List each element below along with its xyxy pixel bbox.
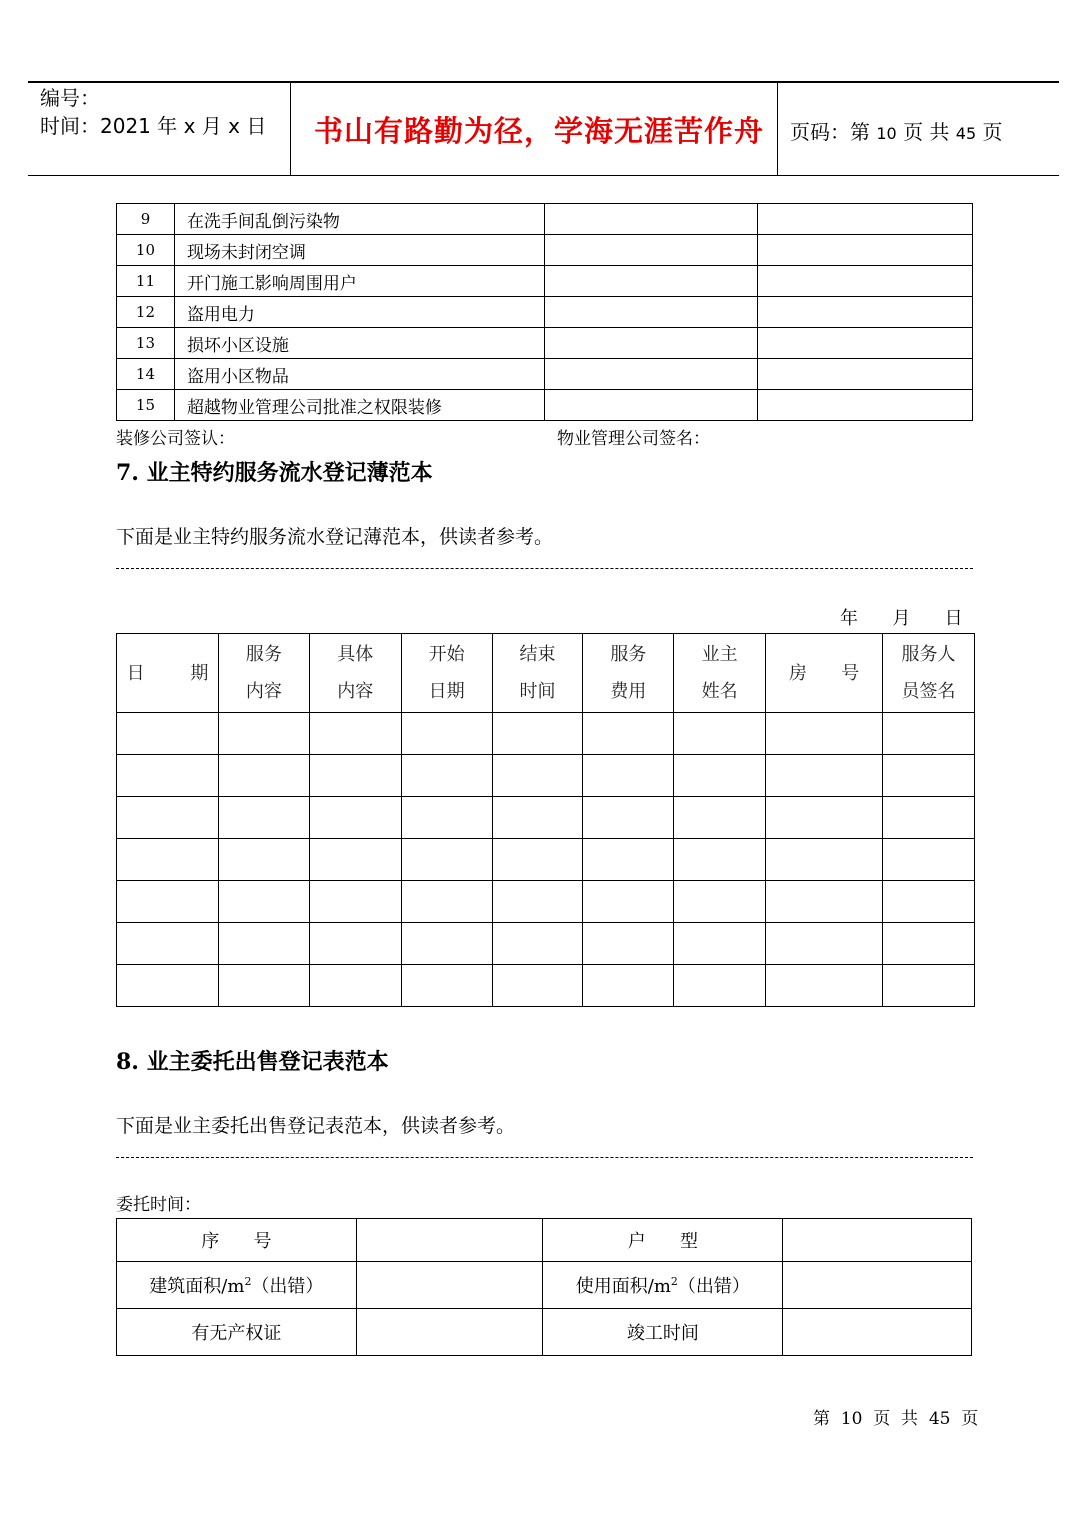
column-header [492,634,583,713]
row-blank [544,359,758,390]
row-item: 盗用电力 [174,297,544,328]
row-item: 超越物业管理公司批准之权限装修 [174,390,544,421]
empty-cell [674,797,766,839]
row-item: 现场未封闭空调 [174,235,544,266]
column-header [674,634,766,713]
table-row [117,881,975,923]
header-top-rule [28,81,1059,83]
empty-cell [309,839,401,881]
row-number: 15 [117,390,175,421]
cell-label: 有无产权证 [117,1309,357,1356]
table-row [117,235,973,266]
cell-label [117,1262,357,1309]
empty-cell [583,881,674,923]
header-line: 服务人 [901,644,956,665]
section7-title: 7. 业主特约服务流水登记薄范本 [116,460,433,486]
service-log-table [116,633,975,1007]
header-line: 服务 [245,644,282,665]
table-row [117,266,973,297]
page-prefix: 页码：第 [790,120,870,144]
cell-label: 竣工时间 [543,1309,783,1356]
page-mid: 页 共 [903,120,950,144]
label-sup: 2 [670,1275,678,1288]
header-divider [777,82,778,175]
empty-cell [218,839,309,881]
table-row [117,204,973,235]
empty-cell [309,797,401,839]
column-header [883,634,975,713]
header-line: 服务 [610,644,647,665]
row-blank [758,390,973,421]
row-number: 10 [117,235,175,266]
table-row [117,297,973,328]
empty-cell [117,965,219,1007]
table-row [117,923,975,965]
code-label: 编号： [40,86,100,110]
header-line: 结束 [519,644,556,665]
empty-cell [309,965,401,1007]
empty-cell [117,797,219,839]
empty-cell [583,839,674,881]
page-suffix: 页 [982,120,1003,144]
page-current: 10 [876,124,897,143]
section8-title: 8. 业主委托出售登记表范本 [116,1049,389,1075]
dashed-divider [116,568,973,569]
date-line: 年 月 日 [840,608,963,629]
empty-cell [117,713,219,755]
label-text: 使用面积/m [575,1276,671,1297]
empty-cell [674,839,766,881]
row-blank [544,235,758,266]
empty-cell [766,881,883,923]
label-text: （出错） [251,1276,324,1297]
empty-cell [883,713,975,755]
empty-cell [218,797,309,839]
row-blank [758,235,973,266]
empty-cell [218,965,309,1007]
empty-cell [583,797,674,839]
empty-cell [883,839,975,881]
row-blank [758,297,973,328]
header-line: 员签名 [901,681,956,702]
empty-cell [674,965,766,1007]
row-blank [758,328,973,359]
empty-cell [401,839,492,881]
empty-cell [492,755,583,797]
empty-cell [117,923,219,965]
empty-cell [117,881,219,923]
label-text: 建筑面积/m [149,1276,245,1297]
empty-cell [766,923,883,965]
table-row [117,390,973,421]
empty-cell [218,755,309,797]
row-blank [544,297,758,328]
table-row [117,797,975,839]
cell-value [356,1262,543,1309]
table-row [117,328,973,359]
column-header [583,634,674,713]
table-row [117,755,975,797]
empty-cell [401,755,492,797]
header-code [40,84,266,140]
label-sup: 2 [244,1275,252,1288]
empty-cell [766,755,883,797]
header-row [117,634,975,713]
empty-cell [883,881,975,923]
table-row [117,965,975,1007]
row-blank [544,266,758,297]
empty-cell [883,797,975,839]
row-number: 14 [117,359,175,390]
header-line: 日 期 [126,662,209,684]
empty-cell [218,881,309,923]
header-line: 日期 [428,681,465,702]
empty-cell [766,713,883,755]
row-number: 9 [117,204,175,235]
empty-cell [117,755,219,797]
header-line: 房 号 [788,662,860,684]
column-header [766,634,883,713]
empty-cell [401,797,492,839]
time-label: 时间：2021 年 x 月 x 日 [40,114,267,138]
header-bottom-rule [28,175,1059,176]
cell-value [783,1309,972,1356]
cell-label [543,1262,783,1309]
empty-cell [766,839,883,881]
cell-value [356,1309,543,1356]
empty-cell [674,881,766,923]
row-number: 11 [117,266,175,297]
property-signature: 物业管理公司签名： [557,429,710,449]
empty-cell [492,881,583,923]
empty-cell [883,923,975,965]
empty-cell [309,881,401,923]
empty-cell [883,965,975,1007]
header-line: 费用 [610,681,647,702]
row-item: 损坏小区设施 [174,328,544,359]
row-number: 13 [117,328,175,359]
row-item: 开门施工影响周围用户 [174,266,544,297]
page-total: 45 [955,124,977,143]
column-header [218,634,309,713]
empty-cell [583,755,674,797]
row-item: 在洗手间乱倒污染物 [174,204,544,235]
row-item: 盗用小区物品 [174,359,544,390]
header-page-number [790,116,1003,145]
cell-value [783,1219,972,1262]
empty-cell [401,923,492,965]
empty-cell [401,965,492,1007]
cell-value [356,1219,543,1262]
empty-cell [218,923,309,965]
label-text: （出错） [677,1276,750,1297]
row-blank [544,204,758,235]
row-blank [544,328,758,359]
empty-cell [674,755,766,797]
empty-cell [492,965,583,1007]
header-line: 时间 [519,681,556,702]
cell-label: 序 号 [117,1219,357,1262]
empty-cell [309,923,401,965]
entrust-time-label: 委托时间： [116,1195,201,1215]
empty-cell [766,797,883,839]
empty-cell [583,713,674,755]
empty-cell [492,923,583,965]
column-header [309,634,401,713]
empty-cell [492,839,583,881]
empty-cell [218,713,309,755]
empty-cell [766,965,883,1007]
header-line: 姓名 [701,681,738,702]
section7-intro: 下面是业主特约服务流水登记薄范本，供读者参考。 [116,526,554,548]
empty-cell [309,713,401,755]
empty-cell [674,923,766,965]
violations-table [116,203,973,421]
column-header [401,634,492,713]
column-header [117,634,219,713]
section8-intro: 下面是业主委托出售登记表范本，供读者参考。 [116,1115,516,1137]
table-row [117,713,975,755]
empty-cell [401,881,492,923]
empty-cell [674,713,766,755]
header-line: 开始 [428,644,465,665]
empty-cell [492,797,583,839]
sale-entrust-table [116,1218,972,1356]
empty-cell [883,755,975,797]
row-blank [758,359,973,390]
empty-cell [583,965,674,1007]
cell-value [783,1262,972,1309]
cell-label: 户 型 [543,1219,783,1262]
row-number: 12 [117,297,175,328]
row-blank [758,204,973,235]
empty-cell [492,713,583,755]
header-line: 内容 [337,681,374,702]
header-line: 业主 [701,644,738,665]
row-blank [758,266,973,297]
dashed-divider [116,1157,973,1158]
empty-cell [583,923,674,965]
page-footer: 第 10 页 共 45 页 [813,1409,979,1429]
header-line: 内容 [245,681,282,702]
decoration-signature: 装修公司签认： [116,429,235,449]
empty-cell [309,755,401,797]
empty-cell [117,839,219,881]
header-divider [290,82,291,175]
header-motto: 书山有路勤为径，学海无涯苦作舟 [314,114,765,148]
empty-cell [401,713,492,755]
row-blank [544,390,758,421]
table-row [117,839,975,881]
table-row [117,359,973,390]
header-line: 具体 [337,644,374,665]
